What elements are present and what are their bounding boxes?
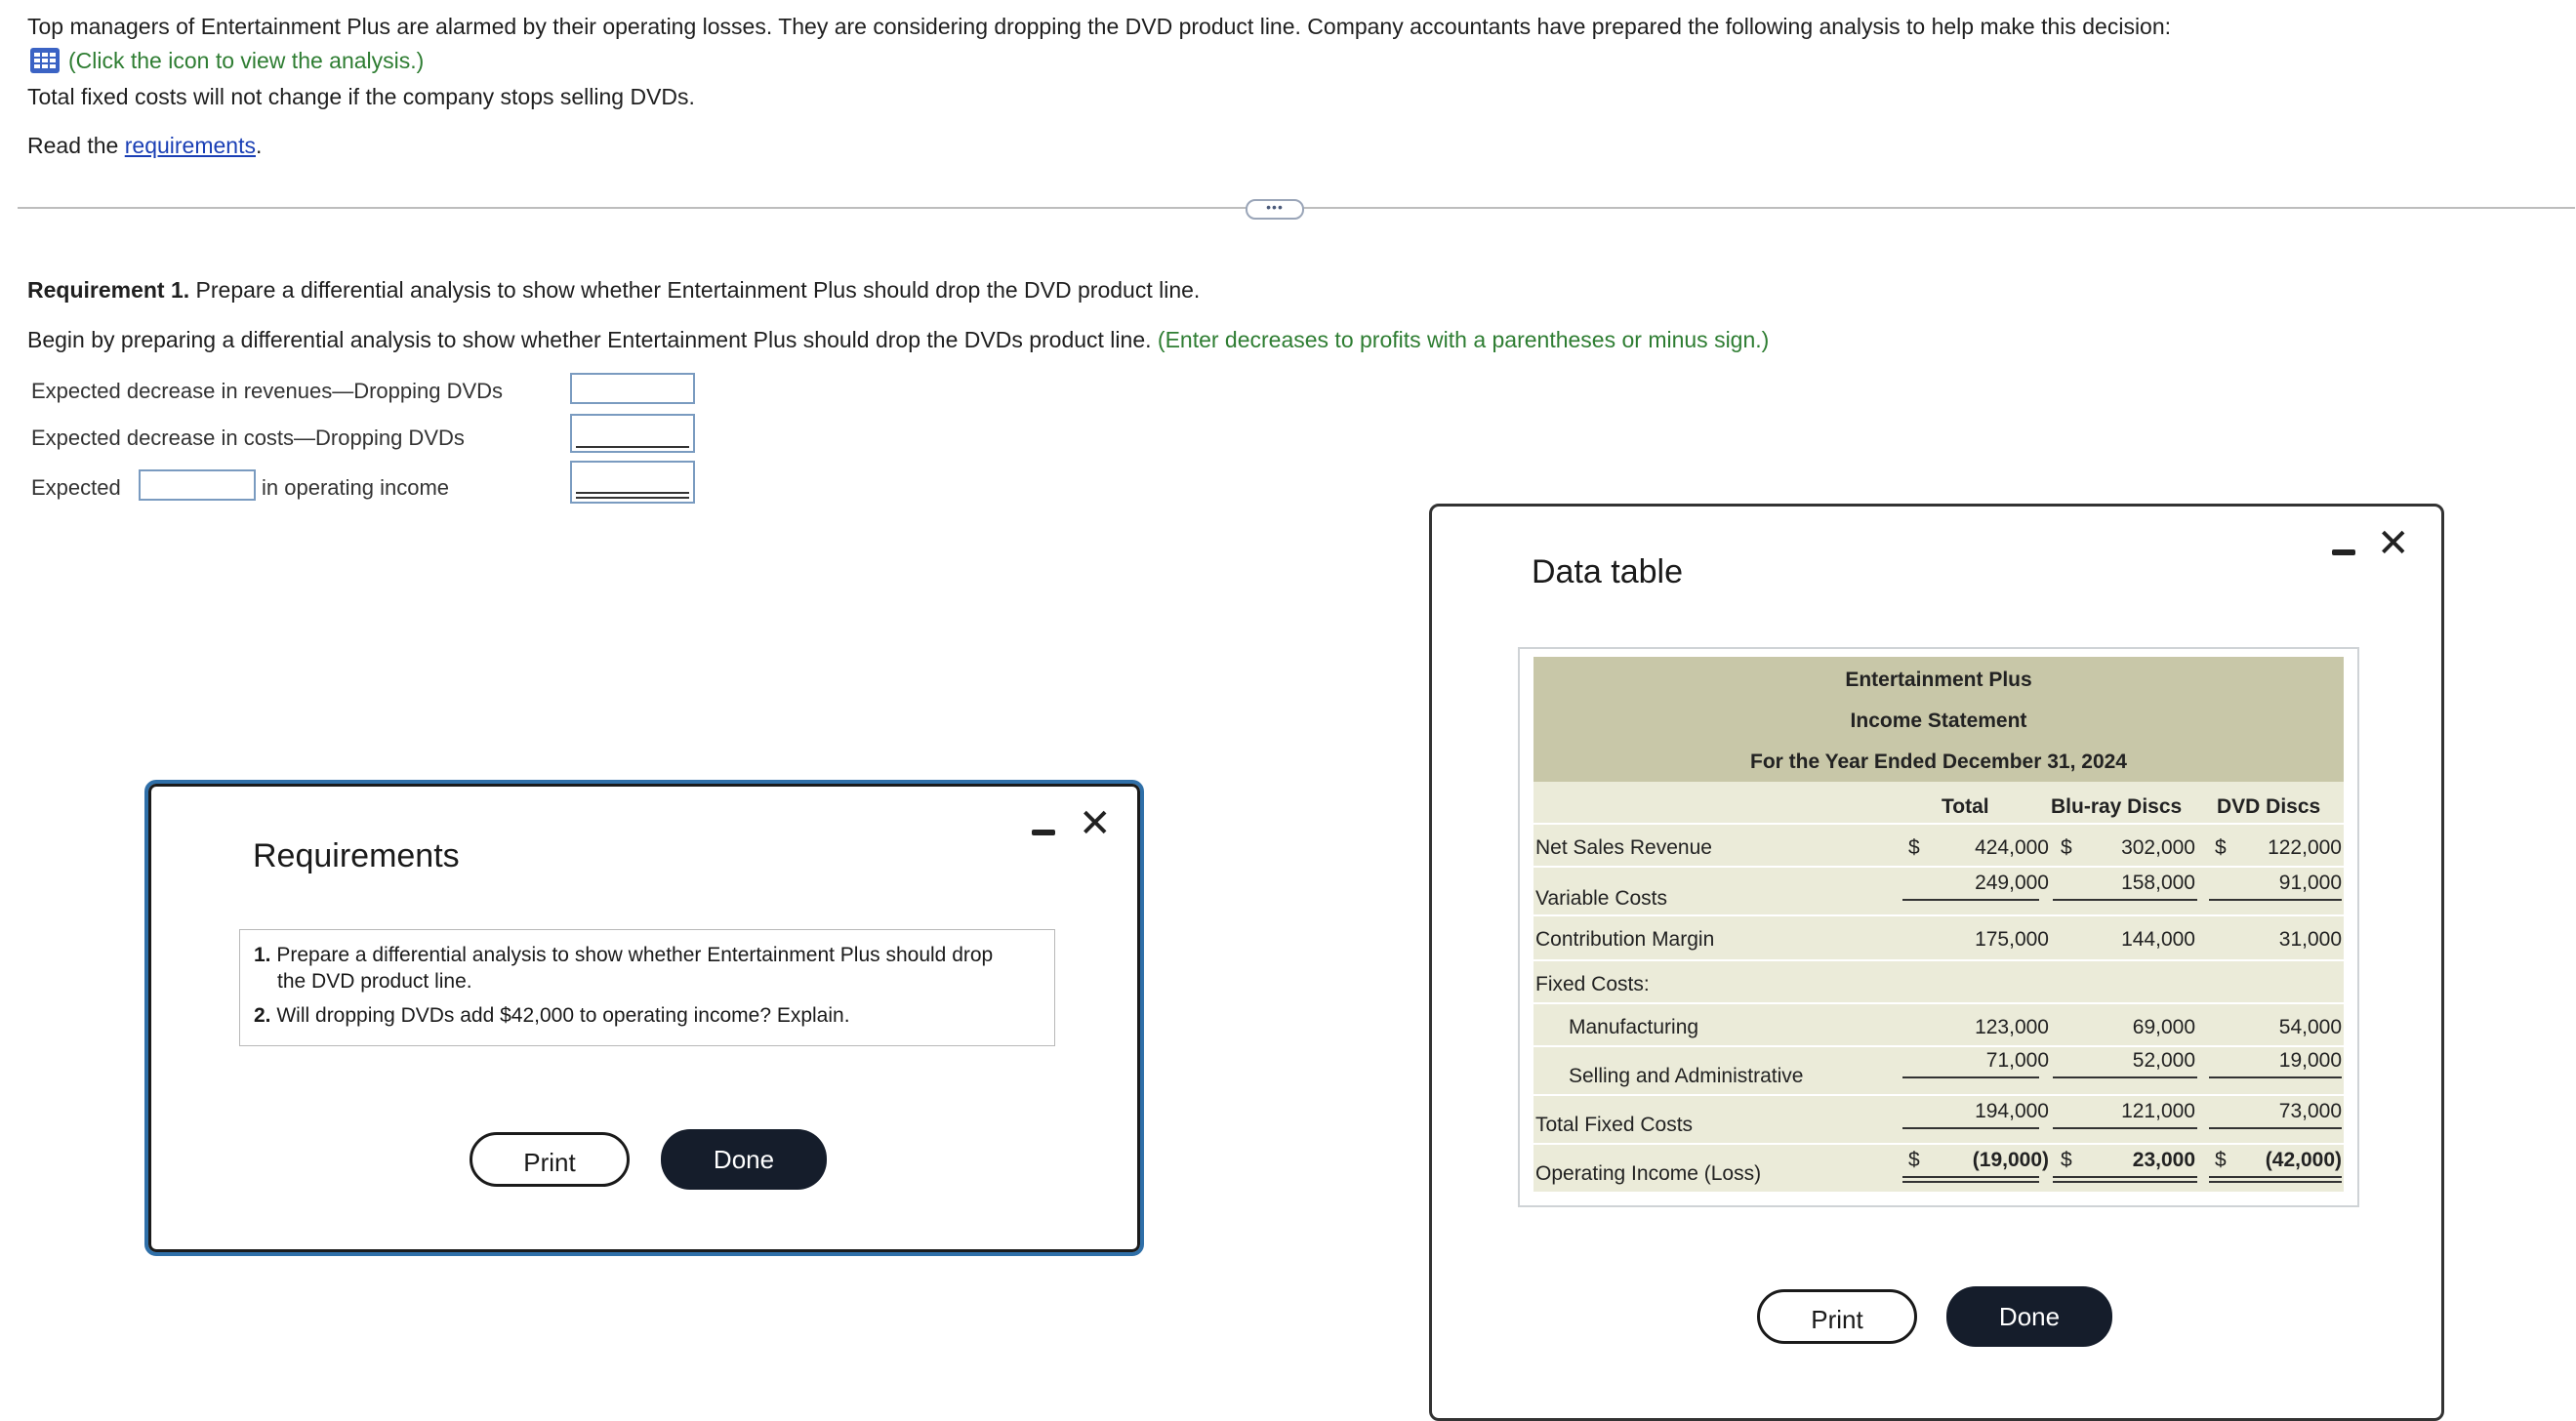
requirement-text: Prepare a differential analysis to show whether Entertainment Plus should drop [276,944,994,966]
column-header: Total [1942,795,1989,818]
column-header: DVD Discs [2217,795,2321,818]
revenues-decrease-input[interactable] [570,373,695,404]
requirement-1-label: Requirement 1. [27,277,190,303]
column-header: Blu-ray Discs [2051,795,2183,818]
table-grid-icon[interactable] [29,47,61,74]
data-table-title: Data table [1532,553,1683,590]
read-prefix: Read the [27,133,125,158]
requirement-1-heading [27,277,1200,304]
row-label: Manufacturing [1569,1016,1699,1038]
costs-decrease-label: Expected decrease in costs—Dropping DVDs [31,426,465,450]
table-header-block [1533,657,2344,782]
expand-ellipsis-button[interactable]: ••• [1246,199,1304,220]
requirement-number: 1. [254,944,271,966]
underline [2053,1127,2197,1129]
requirement-text-continued: the DVD product line. [277,970,472,993]
table-row [1533,916,2344,961]
cell-bluray: 144,000 [2121,928,2195,951]
cell-dvd: (42,000) [2265,1149,2342,1171]
underline [2209,899,2342,901]
income-direction-select[interactable] [139,469,256,501]
requirements-title: Requirements [253,837,460,874]
underline [1902,899,2039,901]
operating-income-input[interactable] [570,461,695,504]
underline [1902,1076,2039,1078]
cell-total: 194,000 [1975,1100,2049,1122]
cell-bluray: 52,000 [2132,1049,2195,1072]
view-analysis-hint[interactable]: (Click the icon to view the analysis.) [68,47,425,73]
cell-dvd: 54,000 [2278,1016,2342,1038]
cell-total: 123,000 [1975,1016,2049,1038]
fixed-cost-note: Total fixed costs will not change if the company stops selling DVDs. [27,84,695,109]
row-label: Operating Income (Loss) [1535,1162,1762,1185]
underline [2053,899,2197,901]
underline [1902,1127,2039,1129]
column-header-row [1533,782,2344,825]
underline [2053,1076,2197,1078]
table-row [1533,1096,2344,1145]
row-label: Fixed Costs: [1535,973,1650,995]
cell-dvd: 31,000 [2278,928,2342,951]
underline [2209,1127,2342,1129]
cell-bluray: 158,000 [2121,872,2195,894]
costs-decrease-input[interactable] [570,414,695,453]
cell-bluray: 302,000 [2121,836,2195,859]
requirement-item [254,942,1041,968]
table-row [1533,868,2344,916]
dollar-sign: $ [2061,836,2072,859]
minimize-icon[interactable] [2332,549,2355,555]
cell-bluray: 121,000 [2121,1100,2195,1122]
requirement-text: Will dropping DVDs add $42,000 to operating income? Explain. [276,1004,850,1027]
instructions-text: Begin by preparing a differential analysis to show whether Entertainment Plus should drop the DVDs product line. [27,327,1158,352]
intro-text: Top managers of Entertainment Plus are alarmed by their operating losses. They are considering dropping the DVD product line. Company accountants have prepared the following analysis to help make this decision: [27,14,2172,39]
close-icon[interactable]: ✕ [2377,522,2410,565]
row-label: Selling and Administrative [1569,1065,1804,1087]
dollar-sign: $ [2061,1149,2072,1171]
instructions-hint: (Enter decreases to profits with a parentheses or minus sign.) [1157,327,1770,352]
double-underline [2053,1176,2197,1183]
done-button[interactable]: Done [1946,1286,2112,1347]
requirement-1-text: Prepare a differential analysis to show whether Entertainment Plus should drop the DVD product line. [189,277,1201,303]
revenues-decrease-label: Expected decrease in revenues—Dropping DVDs [31,379,504,403]
row-label: Net Sales Revenue [1535,836,1712,859]
company-name: Entertainment Plus [1845,669,2032,691]
requirements-link[interactable]: requirements [124,133,256,158]
dollar-sign: $ [2215,836,2227,859]
statement-name: Income Statement [1850,710,2027,732]
cell-dvd: 73,000 [2278,1100,2342,1122]
cell-bluray: 69,000 [2132,1016,2195,1038]
expected-label: Expected [31,475,121,500]
row-label: Variable Costs [1535,887,1668,910]
table-row [1533,1145,2344,1194]
dollar-sign: $ [1908,1149,1920,1171]
read-suffix: . [255,133,263,158]
cell-total: (19,000) [1972,1149,2049,1171]
done-button[interactable]: Done [661,1129,827,1190]
row-label: Contribution Margin [1535,928,1715,951]
table-row [1533,825,2344,868]
cell-total: 175,000 [1975,928,2049,951]
table-row [1533,1047,2344,1096]
underline [2209,1076,2342,1078]
view-analysis-link[interactable] [29,47,424,74]
minimize-icon[interactable] [1032,830,1055,835]
cell-total: 71,000 [1985,1049,2049,1072]
instructions [27,327,1769,353]
cell-dvd: 91,000 [2278,872,2342,894]
cell-bluray: 23,000 [2132,1149,2195,1171]
requirements-dialog [148,784,1140,1252]
cell-dvd: 19,000 [2278,1049,2342,1072]
read-requirements-line [27,133,262,159]
requirement-item [254,1002,1041,1029]
print-button[interactable]: Print [1757,1289,1917,1344]
row-label: Total Fixed Costs [1535,1114,1694,1136]
table-row [1533,1004,2344,1047]
table-row [1533,961,2344,1004]
requirement-number: 2. [254,1004,271,1027]
double-underline [2209,1176,2342,1183]
print-button[interactable]: Print [470,1132,630,1187]
data-table-dialog [1429,504,2444,1421]
requirements-list [239,929,1055,1046]
cell-total: 424,000 [1975,836,2049,859]
income-statement-table [1518,647,2359,1207]
dollar-sign: $ [1908,836,1920,859]
close-icon[interactable]: ✕ [1079,802,1112,845]
cell-total: 249,000 [1975,872,2049,894]
statement-period: For the Year Ended December 31, 2024 [1750,751,2127,773]
double-underline [1902,1176,2039,1183]
operating-income-label: in operating income [262,475,450,500]
cell-dvd: 122,000 [2268,836,2342,859]
dollar-sign: $ [2215,1149,2227,1171]
